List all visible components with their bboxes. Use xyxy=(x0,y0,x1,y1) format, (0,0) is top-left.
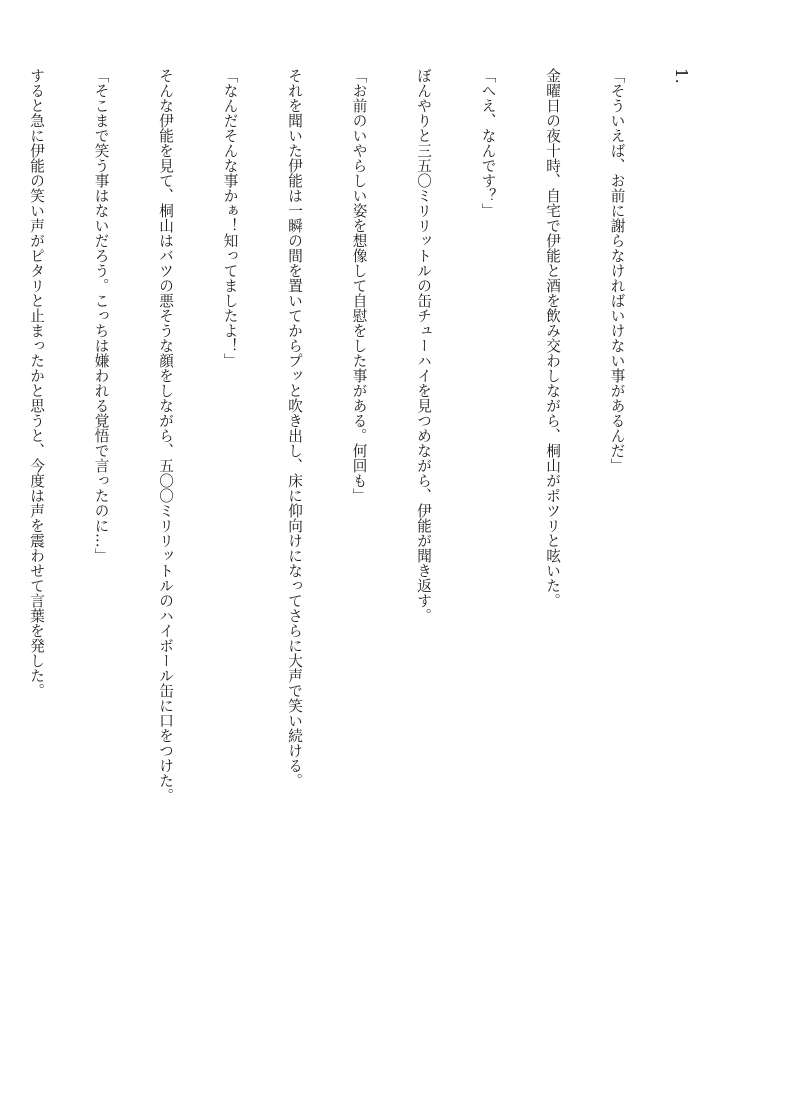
chapter-number: 1. xyxy=(672,68,691,85)
text-line: 「そこまで笑う事はないだろう。こっちは嫌われる覚悟で言ったのに…」 xyxy=(92,68,110,563)
text-line: ぼんやりと三五〇ミリリットルの缶チューハイを見つめながら、伊能が聞き返す。 xyxy=(415,68,432,623)
text-line: すると急に伊能の笑い声がピタリと止まったかと思うと、今度は声を震わせて言葉を発した。 xyxy=(28,68,45,698)
text-line: 「そういえば、お前に謝らなければいけない事があるんだ」 xyxy=(608,68,626,473)
text-line: 「なんだそんな事かぁ！知ってましたよ！」 xyxy=(221,68,239,368)
text-line: 金曜日の夜十時、自宅で伊能と酒を飲み交わしながら、桐山がポツリと呟いた。 xyxy=(544,68,561,608)
text-line: それを聞いた伊能は一瞬の間を置いてからプッと吹き出し、床に仰向けになってさらに大声で笑い続ける。 xyxy=(286,68,303,788)
text-line: そんな伊能を見て、桐山はバツの悪そうな顔をしながら、五〇〇ミリリットルのハイボール缶に口をつけた。 xyxy=(157,68,174,803)
text-line: 「へえ、なんです？」 xyxy=(479,68,497,218)
text-line: 「お前のいやらしい姿を想像して自慰をした事がある。何回も」 xyxy=(350,68,368,503)
vertical-text-body xyxy=(0,68,735,1068)
